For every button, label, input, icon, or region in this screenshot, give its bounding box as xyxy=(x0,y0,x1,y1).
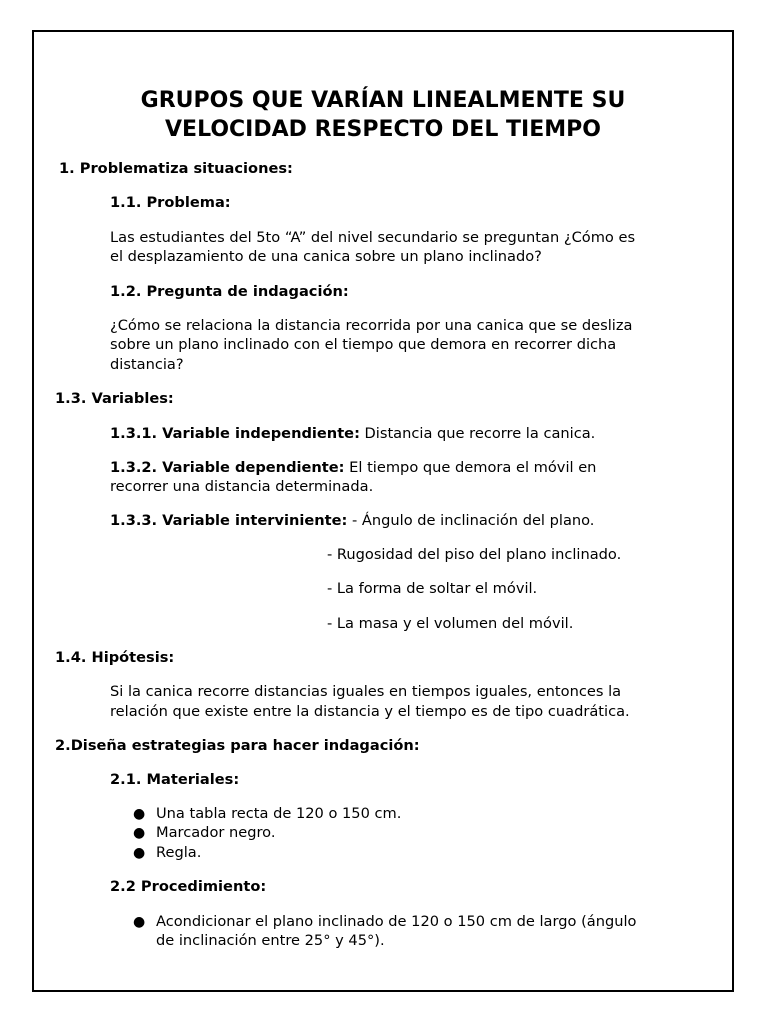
title-line-1: GRUPOS QUE VARÍAN LINEALMENTE SU xyxy=(140,88,626,113)
variable-dependent-text: El tiempo que demora el móvil en xyxy=(344,459,597,476)
variable-dependent-line-2: recorrer una distancia determinada. xyxy=(110,478,374,495)
title-line-2: VELOCIDAD RESPECTO DEL TIEMPO xyxy=(165,117,601,142)
problem-text-line-2: el desplazamiento de una canica sobre un plano inclinado? xyxy=(110,248,542,265)
hypothesis-heading: 1.4. Hipótesis: xyxy=(55,649,175,666)
hypothesis-text-line-1: Si la canica recorre distancias iguales en tiempos iguales, entonces la xyxy=(110,683,622,700)
material-item: Marcador negro. xyxy=(156,824,276,841)
variable-intervening-label: 1.3.3. Variable interviniente: xyxy=(110,512,348,529)
question-text-line-2: sobre un plano inclinado con el tiempo que demora en recorrer dicha xyxy=(110,336,617,353)
question-text-line-1: ¿Cómo se relaciona la distancia recorrida por una canica que se desliza xyxy=(110,317,633,334)
variable-independent xyxy=(110,424,595,444)
intervening-item: - La forma de soltar el móvil. xyxy=(327,580,538,597)
procedure-step-line-2: de inclinación entre 25° y 45°). xyxy=(156,932,385,949)
intervening-item: - La masa y el volumen del móvil. xyxy=(327,615,574,632)
variable-intervening-text: - Ángulo de inclinación del plano. xyxy=(347,512,595,529)
question-heading: 1.2. Pregunta de indagación: xyxy=(110,283,349,300)
question-text-line-3: distancia? xyxy=(110,356,184,373)
variable-dependent xyxy=(110,458,596,478)
materials-heading: 2.1. Materiales: xyxy=(110,771,240,788)
procedure-heading: 2.2 Procedimiento: xyxy=(110,878,267,895)
variable-intervening xyxy=(110,511,594,531)
procedure-step-line-1: Acondicionar el plano inclinado de 120 o 150 cm de largo (ángulo xyxy=(156,913,637,930)
bullet-icon: ● xyxy=(133,825,146,841)
problem-text-line-1: Las estudiantes del 5to “A” del nivel secundario se preguntan ¿Cómo es xyxy=(110,229,636,246)
material-item: Una tabla recta de 120 o 150 cm. xyxy=(156,805,402,822)
bullet-icon: ● xyxy=(133,914,146,930)
variable-independent-text: Distancia que recorre la canica. xyxy=(359,425,596,442)
variable-independent-label: 1.3.1. Variable independiente: xyxy=(110,425,360,442)
bullet-icon: ● xyxy=(133,806,146,822)
section-1-heading: 1. Problematiza situaciones: xyxy=(59,160,293,177)
variable-dependent-label: 1.3.2. Variable dependiente: xyxy=(110,459,345,476)
hypothesis-text-line-2: relación que existe entre la distancia y el tiempo es de tipo cuadrática. xyxy=(110,703,630,720)
variables-heading: 1.3. Variables: xyxy=(55,390,174,407)
problem-heading: 1.1. Problema: xyxy=(110,194,231,211)
material-item: Regla. xyxy=(156,844,202,861)
bullet-icon: ● xyxy=(133,845,146,861)
section-2-heading: 2.Diseña estrategias para hacer indagación: xyxy=(55,737,420,754)
intervening-item: - Rugosidad del piso del plano inclinado. xyxy=(327,546,622,563)
page-title xyxy=(32,86,734,144)
